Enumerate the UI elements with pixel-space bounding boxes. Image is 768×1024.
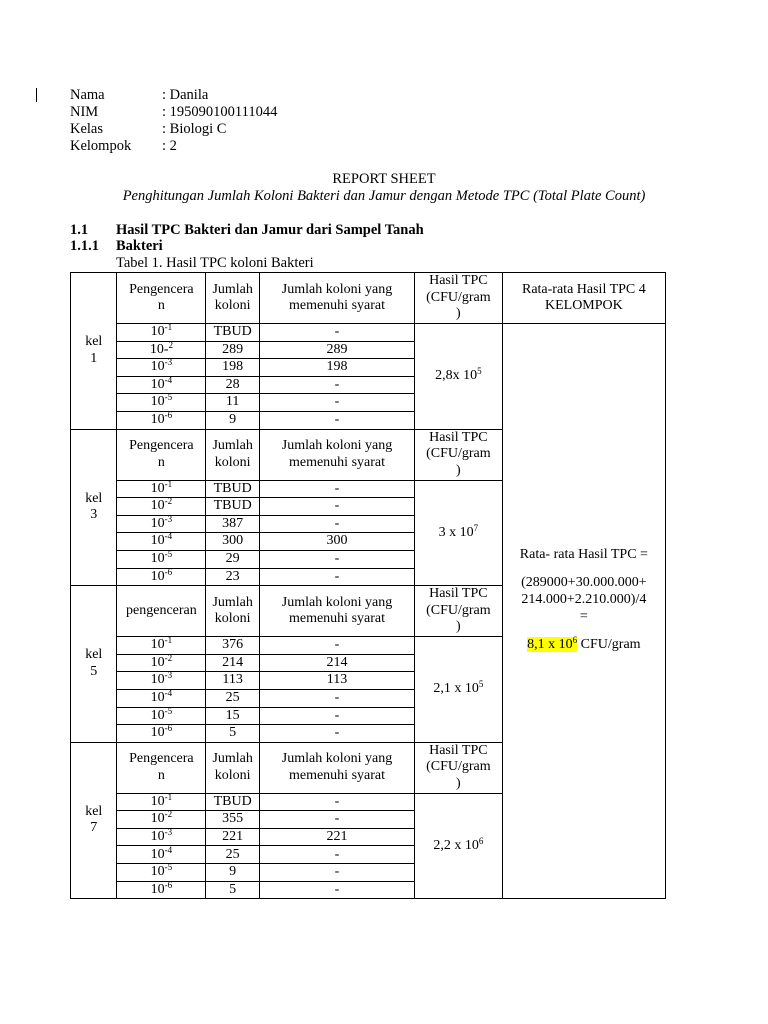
- syarat-cell: 300: [260, 533, 415, 551]
- kel-label: [71, 742, 117, 899]
- jumlah-cell: 9: [206, 864, 260, 882]
- dilution-base: 10: [150, 793, 165, 809]
- jumlah-cell: 198: [206, 359, 260, 377]
- dilution-exponent: 2: [168, 339, 173, 350]
- dilution-base: 10: [150, 725, 165, 741]
- dilution-exponent: -6: [164, 723, 173, 734]
- header-rata-rata: [502, 273, 665, 324]
- jumlah-cell: 113: [206, 672, 260, 690]
- header-pengenceran: [117, 586, 206, 637]
- syarat-cell: 214: [260, 654, 415, 672]
- kel-label: [71, 586, 117, 743]
- header-memenuhi-syarat-line: Jumlah koloni yang: [281, 281, 393, 297]
- info-value: : Biologi C: [162, 121, 227, 137]
- dilution-cell: [117, 498, 206, 516]
- header-hasil-tpc-line: (CFU/gram: [426, 446, 491, 462]
- syarat-cell: -: [260, 324, 415, 342]
- header-hasil-tpc-line: ): [456, 462, 461, 478]
- dilution-cell: [117, 846, 206, 864]
- header-hasil-tpc-line: Hasil TPC: [429, 586, 488, 602]
- header-memenuhi-syarat: [260, 429, 415, 480]
- dilution-cell: [117, 568, 206, 586]
- header-hasil-tpc: [414, 273, 502, 324]
- jumlah-cell: TBUD: [206, 498, 260, 516]
- syarat-cell: 289: [260, 341, 415, 359]
- header-memenuhi-syarat: [260, 742, 415, 793]
- header-memenuhi-syarat-line: memenuhi syarat: [288, 611, 385, 627]
- average-gap: [503, 563, 665, 574]
- dilution-cell: [117, 689, 206, 707]
- header-hasil-tpc-line: ): [456, 619, 461, 635]
- header-rata-rata-line: KELOMPOK: [544, 298, 623, 313]
- kel-label-line: 7: [90, 820, 98, 836]
- table-row: [71, 324, 666, 342]
- dilution-exponent: -4: [164, 687, 173, 698]
- info-label: Kelompok: [70, 138, 132, 154]
- dilution-exponent: -2: [164, 652, 173, 663]
- dilution-base: 10: [150, 846, 165, 862]
- section-number: 1.1.1: [70, 238, 99, 254]
- header-jumlah-koloni-line: koloni: [214, 611, 251, 627]
- table-caption: Tabel 1. Hasil TPC koloni Bakteri: [116, 255, 314, 271]
- dilution-exponent: -2: [164, 809, 173, 820]
- syarat-cell: -: [260, 550, 415, 568]
- dilution-exponent: -3: [164, 357, 173, 368]
- average-result: [503, 636, 665, 653]
- kel-label-line: kel: [85, 647, 103, 663]
- kel-label-line: kel: [85, 334, 103, 350]
- syarat-cell: -: [260, 498, 415, 516]
- average-result-base: 8,1 x 10: [527, 637, 573, 652]
- header-memenuhi-syarat-line: memenuhi syarat: [288, 454, 385, 470]
- jumlah-cell: 387: [206, 515, 260, 533]
- jumlah-cell: TBUD: [206, 324, 260, 342]
- dilution-exponent: -3: [164, 513, 173, 524]
- syarat-cell: -: [260, 515, 415, 533]
- syarat-cell: 113: [260, 672, 415, 690]
- dilution-base: 10: [150, 828, 165, 844]
- header-memenuhi-syarat-line: Jumlah koloni yang: [281, 438, 393, 454]
- dilution-exponent: -2: [164, 496, 173, 507]
- info-label: Kelas: [70, 121, 104, 137]
- header-hasil-tpc: [414, 429, 502, 480]
- header-jumlah-koloni-line: Jumlah: [212, 594, 253, 610]
- jumlah-cell: 28: [206, 376, 260, 394]
- jumlah-cell: 300: [206, 533, 260, 551]
- kel-label-line: 1: [90, 350, 98, 366]
- tpc-result-cell: [414, 637, 502, 743]
- section-heading-1-1: [70, 222, 424, 239]
- jumlah-cell: TBUD: [206, 480, 260, 498]
- dilution-exponent: -1: [164, 635, 173, 646]
- dilution-cell: [117, 881, 206, 899]
- dilution-cell: [117, 411, 206, 429]
- header-jumlah-koloni-line: Jumlah: [212, 438, 253, 454]
- dilution-base: 10: [150, 568, 165, 584]
- dilution-base: 10: [150, 864, 165, 880]
- syarat-cell: -: [260, 376, 415, 394]
- average-result-unit: CFU/gram: [577, 637, 641, 652]
- jumlah-cell: 25: [206, 689, 260, 707]
- kel-label-line: 5: [90, 663, 98, 679]
- syarat-cell: -: [260, 480, 415, 498]
- header-pengenceran-line: n: [157, 454, 165, 470]
- header-jumlah-koloni-line: Jumlah: [212, 751, 253, 767]
- header-pengenceran-line: n: [157, 767, 165, 783]
- dilution-exponent: -3: [164, 670, 173, 681]
- dilution-base: 10: [150, 689, 165, 705]
- syarat-cell: -: [260, 811, 415, 829]
- tpc-result-exponent: 6: [478, 835, 484, 846]
- dilution-exponent: -5: [164, 705, 173, 716]
- header-hasil-tpc-line: (CFU/gram: [426, 759, 491, 775]
- jumlah-cell: 11: [206, 394, 260, 412]
- student-info: [70, 87, 277, 155]
- dilution-base: 10: [150, 533, 165, 549]
- dilution-cell: [117, 533, 206, 551]
- dilution-cell: [117, 515, 206, 533]
- dilution-exponent: -4: [164, 374, 173, 385]
- dilution-cell: [117, 828, 206, 846]
- dilution-cell: [117, 864, 206, 882]
- dilution-exponent: -6: [164, 879, 173, 890]
- kel-label-line: kel: [85, 490, 103, 506]
- jumlah-cell: 355: [206, 811, 260, 829]
- jumlah-cell: 23: [206, 568, 260, 586]
- header-hasil-tpc: [414, 586, 502, 637]
- tpc-result-cell: [414, 324, 502, 430]
- report-subtitle: Penghitungan Jumlah Koloni Bakteri dan Jamur dengan Metode TPC (Total Plate Count): [122, 188, 646, 204]
- tpc-result-cell: [414, 480, 502, 586]
- header-hasil-tpc-line: Hasil TPC: [429, 273, 488, 289]
- jumlah-cell: 29: [206, 550, 260, 568]
- dilution-cell: [117, 637, 206, 655]
- header-jumlah-koloni-line: koloni: [214, 454, 251, 470]
- dilution-exponent: -4: [164, 531, 173, 542]
- header-jumlah-koloni: [206, 742, 260, 793]
- group-header-row: [71, 273, 666, 324]
- syarat-cell: -: [260, 725, 415, 743]
- jumlah-cell: TBUD: [206, 793, 260, 811]
- average-block: [503, 324, 665, 653]
- header-memenuhi-syarat: [260, 586, 415, 637]
- dilution-exponent: -5: [164, 548, 173, 559]
- dilution-exponent: -5: [164, 862, 173, 873]
- tpc-result-exponent: 5: [477, 366, 482, 377]
- dilution-cell: [117, 672, 206, 690]
- dilution-base: 10: [150, 324, 165, 340]
- dilution-cell: [117, 376, 206, 394]
- kel-label-line: kel: [85, 803, 103, 819]
- tpc-table-body: [71, 273, 666, 899]
- info-value: : Danila: [162, 87, 209, 103]
- tpc-result-exponent: 7: [473, 522, 479, 533]
- syarat-cell: -: [260, 793, 415, 811]
- dilution-cell: [117, 394, 206, 412]
- syarat-cell: -: [260, 568, 415, 586]
- dilution-base: 10: [150, 881, 165, 897]
- dilution-base: 10: [150, 498, 165, 514]
- header-pengenceran: [117, 273, 206, 324]
- tpc-table: [70, 272, 666, 899]
- header-jumlah-koloni-line: koloni: [214, 767, 251, 783]
- tpc-result-cell: [414, 793, 502, 899]
- dilution-exponent: -5: [164, 392, 173, 403]
- average-formula-line: =: [579, 609, 588, 624]
- info-row-kelas: [70, 121, 277, 138]
- info-row-kelompok: [70, 138, 277, 155]
- header-memenuhi-syarat-line: memenuhi syarat: [288, 298, 385, 313]
- header-pengenceran-line: Pengencera: [129, 281, 194, 297]
- average-result-highlight: [527, 637, 577, 652]
- dilution-base: 10: [150, 412, 165, 428]
- average-formula-line: (289000+30.000.000+: [521, 575, 647, 590]
- dilution-cell: [117, 550, 206, 568]
- header-hasil-tpc-line: Hasil TPC: [429, 429, 488, 445]
- info-value: : 2: [162, 138, 177, 154]
- jumlah-cell: 5: [206, 881, 260, 899]
- jumlah-cell: 9: [206, 411, 260, 429]
- header-pengenceran-line: Pengencera: [129, 438, 194, 454]
- dilution-exponent: -3: [164, 826, 173, 837]
- dilution-base: 10: [150, 707, 165, 723]
- header-jumlah-koloni-line: Jumlah: [212, 281, 253, 297]
- syarat-cell: -: [260, 864, 415, 882]
- header-jumlah-koloni: [206, 586, 260, 637]
- header-pengenceran: [117, 742, 206, 793]
- info-row-nama: [70, 87, 277, 104]
- section-title: Bakteri: [116, 238, 163, 254]
- syarat-cell: -: [260, 881, 415, 899]
- kel-label: [71, 273, 117, 430]
- jumlah-cell: 25: [206, 846, 260, 864]
- dilution-cell: [117, 707, 206, 725]
- header-pengenceran-line: n: [157, 298, 165, 313]
- dilution-cell: [117, 480, 206, 498]
- header-memenuhi-syarat: [260, 273, 415, 324]
- average-gap: [503, 625, 665, 636]
- syarat-cell: 221: [260, 828, 415, 846]
- dilution-cell: [117, 811, 206, 829]
- dilution-base: 10: [150, 550, 165, 566]
- info-label: NIM: [70, 104, 99, 120]
- header-hasil-tpc-line: Hasil TPC: [429, 742, 488, 758]
- jumlah-cell: 289: [206, 341, 260, 359]
- dilution-base: 10: [150, 515, 165, 531]
- header-hasil-tpc-line: (CFU/gram: [426, 602, 491, 618]
- dilution-exponent: -6: [164, 410, 173, 421]
- section-heading-1-1-1: [70, 238, 163, 255]
- dilution-exponent: -1: [164, 791, 173, 802]
- section-title: Hasil TPC Bakteri dan Jamur dari Sampel Tanah: [116, 222, 424, 238]
- jumlah-cell: 15: [206, 707, 260, 725]
- dilution-base: 10: [150, 480, 165, 496]
- header-pengenceran-line: Pengencera: [129, 751, 194, 767]
- syarat-cell: -: [260, 846, 415, 864]
- dilution-cell: [117, 341, 206, 359]
- dilution-base: 10: [150, 637, 165, 653]
- kel-label: [71, 429, 117, 586]
- header-pengenceran-line: pengenceran: [126, 602, 197, 618]
- header-memenuhi-syarat-line: Jumlah koloni yang: [281, 751, 393, 767]
- dilution-exponent: -6: [164, 566, 173, 577]
- header-hasil-tpc: [414, 742, 502, 793]
- dilution-base: 10: [150, 672, 165, 688]
- jumlah-cell: 214: [206, 654, 260, 672]
- dilution-cell: [117, 359, 206, 377]
- tpc-result-base: 2,8x 10: [435, 368, 478, 384]
- dilution-base: 10: [150, 811, 165, 827]
- report-title: REPORT SHEET: [332, 171, 436, 187]
- header-memenuhi-syarat-line: memenuhi syarat: [288, 767, 385, 783]
- header-jumlah-koloni: [206, 429, 260, 480]
- header-hasil-tpc-line: (CFU/gram: [426, 289, 491, 305]
- header-hasil-tpc-line: ): [456, 775, 461, 791]
- syarat-cell: -: [260, 394, 415, 412]
- average-result-exponent: 6: [572, 635, 578, 645]
- info-value: : 195090100111044: [162, 104, 278, 120]
- syarat-cell: -: [260, 411, 415, 429]
- header-jumlah-koloni: [206, 273, 260, 324]
- syarat-cell: -: [260, 707, 415, 725]
- dilution-exponent: -4: [164, 844, 173, 855]
- info-label: Nama: [70, 87, 105, 103]
- jumlah-cell: 5: [206, 725, 260, 743]
- jumlah-cell: 376: [206, 637, 260, 655]
- header-hasil-tpc-line: ): [456, 306, 461, 322]
- dilution-base: 10: [150, 394, 165, 410]
- text-cursor: [36, 88, 37, 102]
- dilution-base: 10-: [149, 341, 169, 357]
- dilution-base: 10: [150, 376, 165, 392]
- header-pengenceran: [117, 429, 206, 480]
- dilution-cell: [117, 654, 206, 672]
- dilution-cell: [117, 725, 206, 743]
- dilution-cell: [117, 324, 206, 342]
- syarat-cell: -: [260, 637, 415, 655]
- dilution-exponent: -1: [164, 322, 173, 333]
- syarat-cell: 198: [260, 359, 415, 377]
- tpc-result-base: 2,1 x 10: [433, 681, 479, 697]
- average-formula-line: 214.000+2.210.000)/4: [521, 592, 647, 607]
- tpc-result-base: 2,2 x 10: [433, 837, 479, 853]
- average-label: Rata- rata Hasil TPC =: [519, 547, 648, 562]
- info-row-nim: [70, 104, 277, 121]
- section-number: 1.1: [70, 222, 89, 238]
- dilution-exponent: -1: [164, 478, 173, 489]
- header-rata-rata-line: Rata-rata Hasil TPC 4: [521, 281, 646, 297]
- kel-label-line: 3: [90, 507, 98, 523]
- dilution-base: 10: [150, 359, 165, 375]
- dilution-base: 10: [150, 654, 165, 670]
- header-jumlah-koloni-line: koloni: [214, 298, 251, 313]
- average-cell: [502, 324, 665, 899]
- jumlah-cell: 221: [206, 828, 260, 846]
- tpc-result-base: 3 x 10: [438, 524, 474, 540]
- dilution-cell: [117, 793, 206, 811]
- header-memenuhi-syarat-line: Jumlah koloni yang: [281, 594, 393, 610]
- tpc-result-exponent: 5: [478, 679, 484, 690]
- syarat-cell: -: [260, 689, 415, 707]
